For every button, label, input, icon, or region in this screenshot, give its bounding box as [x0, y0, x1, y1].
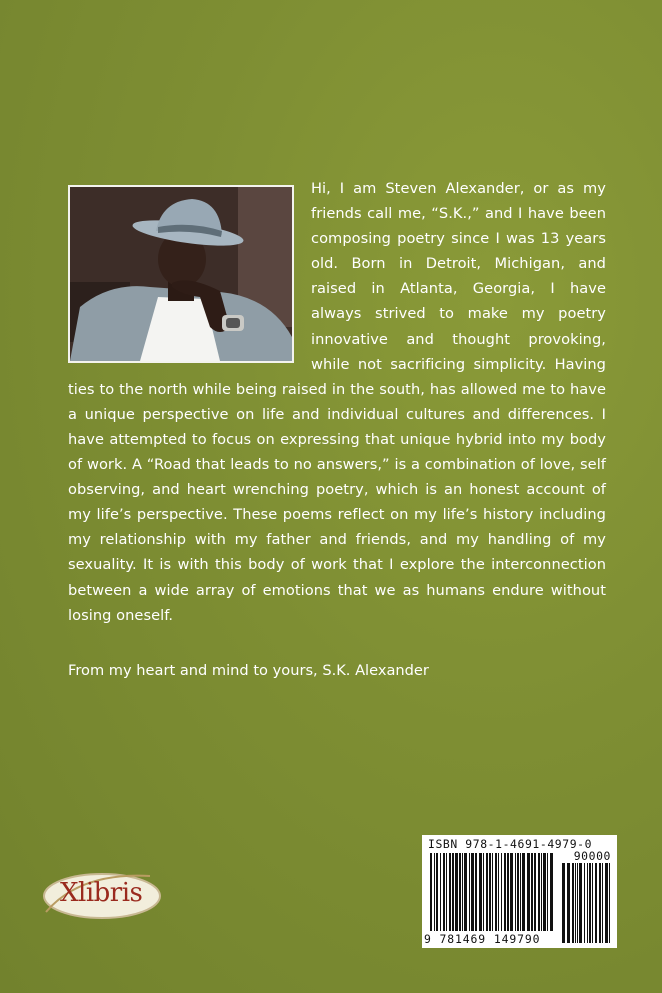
barcode-bar [443, 853, 445, 931]
barcode-bar [486, 853, 488, 931]
barcode-bar [440, 853, 441, 931]
barcode-bar [605, 863, 608, 943]
barcode-bar [550, 853, 553, 931]
bio-paragraph: Hi, I am Steven Alexander, or as my friends call me, “S.K.,” and I have been composing poetry since I was 13 years old. Born in Detroit, Michigan, and raised in Atlanta, Georgia, I have always strived to make my poetry innovative and thought provoking, while not sacrificing simplicity. Having ties to the north while being raised in the south, has allowed me to have a unique perspective on life and individual cultures and differences. I have attempted to focus on expressing that unique hybrid into my body of work. A “Road that leads to no answers,” is a combination of love, self observing, and heart wrenching poetry, which is an honest account of my life’s perspective. These poems reflect on my life’s history including my relationship with my father and friends, and my handling of my sexuality. It is with this body of work that I explore the interconnection between a wide array of emotions that we as humans endure without losing oneself. [68, 180, 606, 624]
barcode-bar [575, 863, 576, 943]
price-code: 90000 [573, 849, 611, 863]
isbn-text: ISBN 978-1-4691-4979-0 [428, 837, 593, 851]
author-bio [68, 176, 606, 628]
barcode-bar [449, 853, 451, 931]
author-photo [68, 185, 294, 363]
barcode-bar [501, 853, 502, 931]
barcode-bar [609, 863, 610, 943]
barcode-bar [462, 853, 463, 931]
isbn-barcode [422, 835, 617, 948]
barcode-bar [446, 853, 447, 931]
barcode-bar [434, 853, 435, 931]
barcode-bar [567, 863, 570, 943]
barcode-bar [471, 853, 474, 931]
barcode-bar [572, 863, 574, 943]
barcode-bar [452, 853, 454, 931]
publisher-logo [40, 868, 165, 923]
barcode-bar [436, 853, 438, 931]
barcode-bar [543, 853, 546, 931]
barcode-bar [520, 853, 521, 931]
barcode-bar [498, 853, 499, 931]
barcode-bar [515, 853, 516, 931]
barcode-bar [547, 853, 548, 931]
barcode-bar [489, 853, 491, 931]
barcode-bar [483, 853, 484, 931]
signoff: From my heart and mind to yours, S.K. Alexander [68, 662, 429, 679]
barcode-bar [541, 853, 542, 931]
barcode-bar [589, 863, 591, 943]
barcode-bar [527, 853, 530, 931]
barcode-bar [579, 863, 582, 943]
barcode-bar [577, 863, 578, 943]
barcode-bar [587, 863, 588, 943]
barcode-bar [430, 853, 432, 931]
barcode-bar [459, 853, 461, 931]
author-portrait-illustration [70, 187, 292, 361]
barcode-bar [584, 863, 585, 943]
barcode-bar [522, 853, 525, 931]
barcode-bar [599, 863, 601, 943]
barcode-bar [595, 863, 597, 943]
barcode-bar [492, 853, 493, 931]
barcode-bar [510, 853, 513, 931]
publisher-name: Xlibris [60, 878, 143, 908]
barcode-bar [469, 853, 470, 931]
barcode-bar [534, 853, 536, 931]
barcode-bar [538, 853, 540, 931]
barcode-bar [507, 853, 509, 931]
barcode-bar [592, 863, 593, 943]
ean-digits: 9 781469 149790 [424, 932, 541, 946]
barcode-bar [562, 863, 565, 943]
barcode-bar [517, 853, 519, 931]
barcode-bar [504, 853, 506, 931]
barcode-bar [531, 853, 533, 931]
barcode-bar [602, 863, 603, 943]
barcode-bar [479, 853, 482, 931]
barcode-bar [455, 853, 458, 931]
barcode-bar [495, 853, 497, 931]
barcode-bar [464, 853, 467, 931]
barcode-bar [475, 853, 477, 931]
